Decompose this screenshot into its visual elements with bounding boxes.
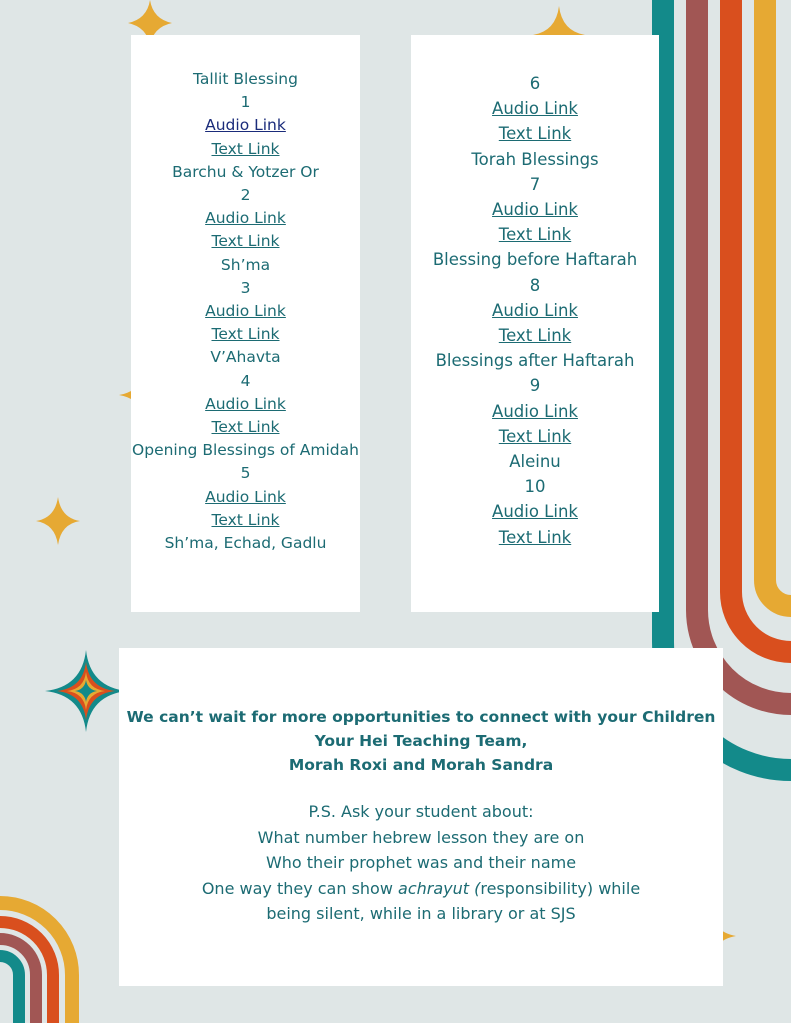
section-number: 9	[529, 376, 541, 396]
section-number: 6	[529, 74, 541, 93]
prayer-title: Blessings after Haftarah	[435, 351, 635, 371]
section-number: 5	[240, 464, 251, 483]
text-link[interactable]: Text Link	[211, 139, 280, 158]
ps-intro: P.S. Ask your student about:	[308, 802, 534, 821]
multicolor-star-icon	[45, 650, 127, 732]
rainbow-arc-bottom-left	[0, 880, 100, 1023]
prayer-title: V’Ahavta	[210, 348, 281, 367]
audio-link[interactable]: Audio Link	[492, 300, 578, 320]
list-item	[411, 399, 659, 424]
list-item	[411, 499, 659, 524]
section-number: 1	[240, 93, 251, 112]
text-link[interactable]: Text Link	[498, 426, 572, 446]
list-item	[131, 393, 360, 416]
list-item	[411, 96, 659, 121]
list-item	[131, 323, 360, 346]
list-item	[411, 525, 659, 550]
audio-link[interactable]: Audio Link	[205, 209, 286, 228]
list-item	[411, 197, 659, 222]
list-item	[411, 323, 659, 348]
list-item	[131, 230, 360, 253]
section-number: 2	[240, 186, 251, 205]
prayer-title: Aleinu	[509, 452, 561, 472]
prayer-title: Barchu & Yotzer Or	[172, 162, 319, 181]
audio-link[interactable]: Audio Link	[205, 302, 286, 321]
audio-link[interactable]: Audio Link	[205, 394, 286, 413]
list-item	[131, 509, 360, 532]
list-item	[411, 121, 659, 146]
hebrew-term: achrayut (	[398, 878, 481, 898]
text-link[interactable]: Text Link	[498, 326, 572, 346]
text-link[interactable]: Text Link	[211, 325, 280, 344]
list-item	[131, 416, 360, 439]
audio-link[interactable]: Audio Link	[205, 487, 286, 506]
sparkle-icon	[36, 497, 80, 545]
message-card	[119, 648, 723, 986]
ps-question	[119, 876, 723, 902]
prayer-title: Sh’ma	[220, 255, 271, 274]
audio-link[interactable]: Audio Link	[492, 200, 578, 220]
audio-link[interactable]: Audio Link	[492, 502, 578, 522]
ps-section	[119, 799, 723, 927]
section-number: 4	[240, 371, 251, 390]
text-link[interactable]: Text Link	[498, 527, 572, 547]
teacher-names: Morah Roxi and Morah Sandra	[288, 756, 554, 774]
section-number: 7	[529, 174, 541, 194]
section-number: 8	[529, 275, 541, 295]
prayer-title: Tallit Blessing	[193, 70, 298, 88]
list-item	[411, 222, 659, 247]
list-item	[131, 486, 360, 509]
section-number: 10	[524, 477, 546, 497]
text-link[interactable]: Text Link	[498, 124, 572, 144]
ps-question: being silent, while in a library or at SJS	[266, 904, 576, 923]
prayer-list-card-right	[411, 35, 659, 612]
audio-link[interactable]: Audio Link	[205, 116, 286, 135]
list-item	[411, 298, 659, 323]
text-link[interactable]: Text Link	[211, 418, 280, 437]
ps-question: What number hebrew lesson they are on	[257, 827, 585, 847]
list-item	[131, 300, 360, 323]
section-number: 3	[240, 278, 251, 297]
list-item	[411, 424, 659, 449]
ps-text: responsibility) while	[480, 878, 641, 898]
text-link[interactable]: Text Link	[211, 232, 280, 251]
prayer-title: Opening Blessings of Amidah	[132, 441, 359, 460]
text-link[interactable]: Text Link	[498, 225, 572, 245]
audio-link[interactable]: Audio Link	[492, 401, 578, 421]
closing-headline: We can’t wait for more opportunities to connect with your Children	[126, 708, 716, 726]
ps-text: One way they can show	[201, 878, 399, 898]
list-item	[131, 207, 360, 230]
list-item	[131, 138, 360, 161]
signoff-line: Your Hei Teaching Team,	[314, 732, 528, 750]
prayer-list-card-left	[131, 35, 360, 612]
ps-question: Who their prophet was and their name	[265, 853, 577, 872]
audio-link[interactable]: Audio Link	[492, 99, 578, 119]
list-item	[131, 114, 360, 137]
prayer-title: Blessing before Haftarah	[432, 250, 638, 270]
prayer-title: Torah Blessings	[471, 149, 599, 169]
text-link[interactable]: Text Link	[211, 510, 280, 529]
prayer-title: Sh’ma, Echad, Gadlu	[164, 534, 327, 553]
